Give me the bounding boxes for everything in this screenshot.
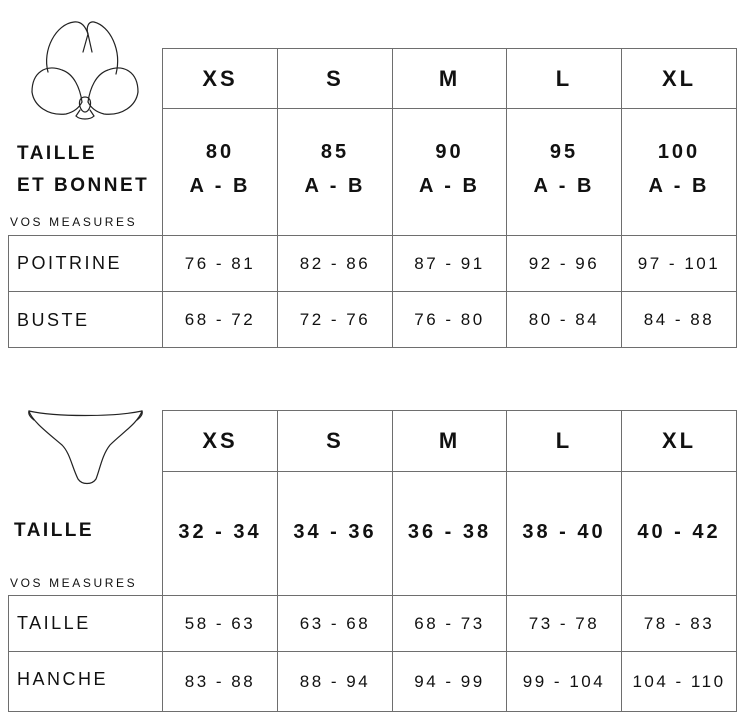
size-header xyxy=(163,49,277,108)
table-cell xyxy=(278,292,392,347)
cup-label-line2: ET BONNET xyxy=(17,175,150,196)
cup-range: A - B xyxy=(419,175,480,197)
grid-line xyxy=(736,48,737,348)
cup-range: A - B xyxy=(304,175,366,197)
row-label-hanche: HANCHE xyxy=(17,669,109,689)
size-header xyxy=(278,49,392,108)
cell-value: 63 - 68 xyxy=(299,613,371,633)
cell-value: 83 - 88 xyxy=(184,671,256,691)
table-cell xyxy=(622,236,736,291)
cell-value: 58 - 63 xyxy=(184,613,256,633)
table-cell xyxy=(622,292,736,347)
size-header-text: M xyxy=(438,65,461,91)
size-header xyxy=(622,49,736,108)
size-header xyxy=(393,411,506,471)
cell-value: 99 - 104 xyxy=(522,671,606,691)
size-value-text: 32 - 34 xyxy=(178,520,262,543)
cell-value: 73 - 78 xyxy=(528,613,600,633)
row-label-taille: TAILLE xyxy=(17,613,91,633)
grid-line xyxy=(736,410,737,712)
grid-line xyxy=(162,108,737,109)
size-header-text: XS xyxy=(202,428,238,453)
row-label-poitrine: POITRINE xyxy=(17,253,123,273)
cell-value: 76 - 81 xyxy=(184,253,256,273)
grid-line xyxy=(162,471,737,472)
cup-value xyxy=(393,135,506,203)
cup-label-line1: TAILLE xyxy=(17,143,98,164)
table-cell xyxy=(163,236,277,291)
grid-line xyxy=(8,595,9,712)
measures-label: VOS MEASURES xyxy=(10,576,138,590)
cell-value: 88 - 94 xyxy=(299,671,371,691)
table-cell xyxy=(622,652,736,711)
table-cell xyxy=(507,596,621,651)
size-header xyxy=(507,411,621,471)
bikini-bottom-illustration xyxy=(26,405,146,487)
size-header-text: S xyxy=(326,428,344,453)
cell-value: 76 - 80 xyxy=(414,309,485,329)
grid-line xyxy=(8,711,737,712)
table-cell xyxy=(393,652,506,711)
measures-label: VOS MEASURES xyxy=(10,215,138,229)
cup-value xyxy=(507,135,621,203)
band-size: 95 xyxy=(549,141,579,163)
grid-line xyxy=(8,347,737,348)
size-header xyxy=(163,411,277,471)
cup-value xyxy=(622,135,736,203)
size-header-text: XL xyxy=(661,65,697,91)
size-value-text: 40 - 42 xyxy=(637,520,721,543)
cup-range: A - B xyxy=(533,175,595,197)
size-header-text: XL xyxy=(661,428,697,453)
band-size: 80 xyxy=(205,141,235,163)
cell-value: 68 - 73 xyxy=(414,613,485,633)
cell-value: 87 - 91 xyxy=(414,253,485,273)
table-cell xyxy=(622,596,736,651)
table-cell xyxy=(278,652,392,711)
size-value-text: 38 - 40 xyxy=(522,520,606,543)
size-header-text: S xyxy=(326,65,344,91)
size-value xyxy=(622,510,736,554)
size-header-text: M xyxy=(438,428,461,453)
cup-value xyxy=(278,135,392,203)
bikini-top-illustration xyxy=(26,16,144,128)
table-cell xyxy=(393,596,506,651)
size-header-text: L xyxy=(555,65,573,91)
cell-value: 84 - 88 xyxy=(643,309,715,329)
size-header xyxy=(278,411,392,471)
size-value xyxy=(278,510,392,554)
grid-line xyxy=(8,235,9,348)
band-size: 85 xyxy=(320,141,350,163)
cell-value: 97 - 101 xyxy=(637,253,721,273)
cell-value: 80 - 84 xyxy=(528,309,600,329)
cell-value: 94 - 99 xyxy=(414,671,485,691)
bottom-size-chart xyxy=(0,360,743,717)
size-header xyxy=(393,49,506,108)
table-cell xyxy=(163,292,277,347)
band-size: 100 xyxy=(657,141,701,163)
cell-value: 92 - 96 xyxy=(528,253,600,273)
size-value xyxy=(507,510,621,554)
table-cell xyxy=(278,596,392,651)
table-cell xyxy=(507,236,621,291)
size-header-text: L xyxy=(555,428,573,453)
size-header xyxy=(622,411,736,471)
cell-value: 82 - 86 xyxy=(299,253,371,273)
size-value-text: 34 - 36 xyxy=(293,520,377,543)
size-value xyxy=(393,510,506,554)
table-cell xyxy=(393,236,506,291)
cup-value xyxy=(163,135,277,203)
table-cell xyxy=(163,596,277,651)
size-header-text: XS xyxy=(202,65,238,91)
table-cell xyxy=(393,292,506,347)
cell-value: 72 - 76 xyxy=(299,309,371,329)
cell-value: 78 - 83 xyxy=(643,613,715,633)
table-cell xyxy=(507,292,621,347)
row-label-buste: BUSTE xyxy=(17,310,90,330)
size-value-text: 36 - 38 xyxy=(407,520,492,543)
cell-value: 68 - 72 xyxy=(184,309,256,329)
cup-range: A - B xyxy=(648,175,710,197)
size-header xyxy=(507,49,621,108)
table-cell xyxy=(507,652,621,711)
size-label: TAILLE xyxy=(14,520,95,541)
size-value xyxy=(163,510,277,554)
cell-value: 104 - 110 xyxy=(632,671,726,691)
cup-range: A - B xyxy=(189,175,251,197)
band-size: 90 xyxy=(435,141,464,163)
table-cell xyxy=(278,236,392,291)
table-cell xyxy=(163,652,277,711)
